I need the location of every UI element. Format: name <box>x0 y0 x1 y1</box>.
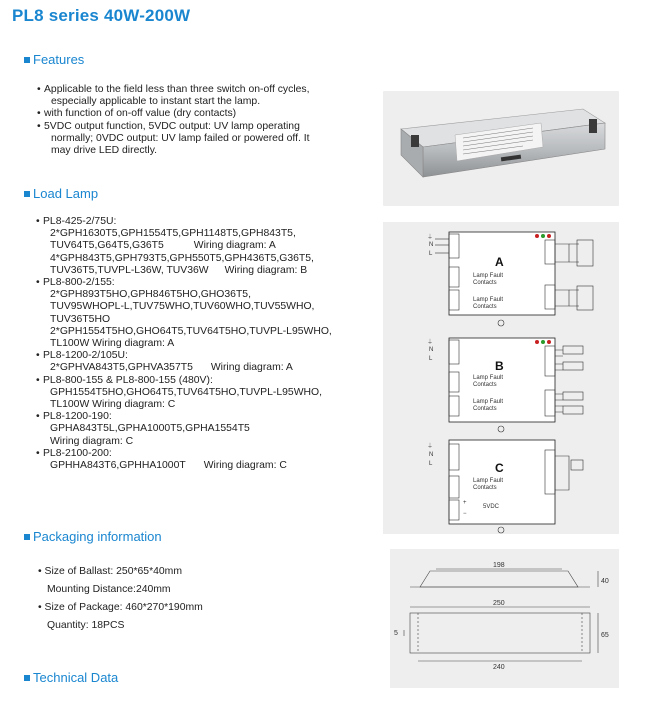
list-item: • Applicable to the field less than three switch on-off cycles, especially applicable to instant start the lamp. <box>37 84 310 108</box>
terminal-n-label: N <box>429 452 434 458</box>
lamp-fault-label: Lamp Fault <box>473 478 504 484</box>
terminal-l-label: L <box>429 251 433 257</box>
section-packaging: Packaging information <box>24 529 162 544</box>
dimension-drawing <box>390 549 619 688</box>
section-load-lamp: Load Lamp <box>24 186 98 201</box>
wiring-diagrams-svg <box>383 222 619 534</box>
wiring-diagrams <box>383 222 619 534</box>
features-list <box>37 84 310 157</box>
section-features: Features <box>24 52 84 67</box>
dim-65-label: 65 <box>601 632 609 639</box>
contacts-label: Contacts <box>473 280 497 286</box>
diagram-b-label: B <box>495 359 504 373</box>
list-item: • PL8-800-2/155: 2*GPH893T5HO,GPH846T5HO,GHO36T5, TUV95WHOPL-L,TUV75WHO,TUV60WHO,TUV55WHO, TUV36T5HO 2*GPH1554T5HO,GHO64T5,TUV64T5HO,TUVPL-L95WHO, TL100W Wiring diagram: A <box>36 277 332 350</box>
list-item: • with function of on-off value (dry contacts) <box>37 108 237 120</box>
contacts-label: Contacts <box>473 406 497 412</box>
load-lamp-list <box>36 216 332 472</box>
packaging-mounting: Mounting Distance:240mm <box>47 584 171 595</box>
dim-5-label: 5 <box>394 630 398 637</box>
dim-198-label: 198 <box>493 562 505 569</box>
terminal-n-label: N <box>429 242 434 248</box>
section-technical-data: Technical Data <box>24 670 118 685</box>
packaging-quantity: Quantity: 18PCS <box>47 620 125 631</box>
svg-text:⏚: ⏚ <box>427 340 434 346</box>
wiring-diagram-a <box>427 232 593 326</box>
bullet-square-icon <box>24 57 30 63</box>
bullet-square-icon <box>24 534 30 540</box>
page-title: PL8 series 40W-200W <box>12 6 191 25</box>
lamp-fault-label: Lamp Fault <box>473 297 504 303</box>
dim-240-label: 240 <box>493 664 505 671</box>
svg-text:+: + <box>463 500 467 506</box>
terminal-n-label: N <box>429 347 434 353</box>
vdc-label: 5VDC <box>483 504 500 510</box>
diagram-c-label: C <box>495 461 504 475</box>
bullet-square-icon <box>24 191 30 197</box>
ballast-photo <box>383 91 619 206</box>
packaging-size-ballast: • Size of Ballast: 250*65*40mm <box>38 566 182 577</box>
dim-40-label: 40 <box>601 578 609 585</box>
list-item: • PL8-2100-200: GPHHA843T6,GPHHA1000T Wiring diagram: C <box>36 447 287 472</box>
ballast-image <box>383 91 619 206</box>
dimension-drawing-svg <box>390 549 619 688</box>
svg-text:⏚: ⏚ <box>427 444 434 450</box>
terminal-l-label: L <box>429 461 433 467</box>
contacts-label: Contacts <box>473 304 497 310</box>
list-item: • PL8-800-155 & PL8-800-155 (480V): GPH1554T5HO,GHO64T5,TUV64T5HO,TUVPL-L95WHO, TL100W Wiring diagram: C <box>36 374 322 411</box>
contacts-label: Contacts <box>473 382 497 388</box>
list-item: • PL8-425-2/75U: 2*GPH1630T5,GPH1554T5,GPH1148T5,GPH843T5, TUV64T5,G64T5,G36T5 Wiring diagram: A 4*GPH843T5,GPH793T5,GPH550T5,GPH436T5,G36T5, TUV36T5,TUVPL-L36W, TUV36W Wiring diagram: B <box>36 216 314 276</box>
terminal-l-label: L <box>429 356 433 362</box>
bullet-square-icon <box>24 675 30 681</box>
packaging-size-package: • Size of Package: 460*270*190mm <box>38 602 203 613</box>
dim-250-label: 250 <box>493 600 505 607</box>
contacts-label: Contacts <box>473 485 497 491</box>
list-item: • PL8-1200-190: GPHA843T5L,GPHA1000T5,GPHA1554T5 Wiring diagram: C <box>36 411 250 447</box>
list-item: • PL8-1200-2/105U: 2*GPHVA843T5,GPHVA357T5 Wiring diagram: A <box>36 350 293 374</box>
lamp-fault-label: Lamp Fault <box>473 273 504 279</box>
wiring-diagram-c <box>427 440 583 533</box>
wiring-diagram-b <box>427 338 583 432</box>
lamp-fault-label: Lamp Fault <box>473 399 504 405</box>
svg-text:−: − <box>463 511 467 517</box>
diagram-a-label: A <box>495 255 504 269</box>
svg-text:⏚: ⏚ <box>427 235 434 241</box>
list-item: • 5VDC output function, 5VDC output: UV lamp operating normally; 0VDC output: UV lamp failed or powered off. It may drive LED directly. <box>37 120 310 157</box>
lamp-fault-label: Lamp Fault <box>473 375 504 381</box>
